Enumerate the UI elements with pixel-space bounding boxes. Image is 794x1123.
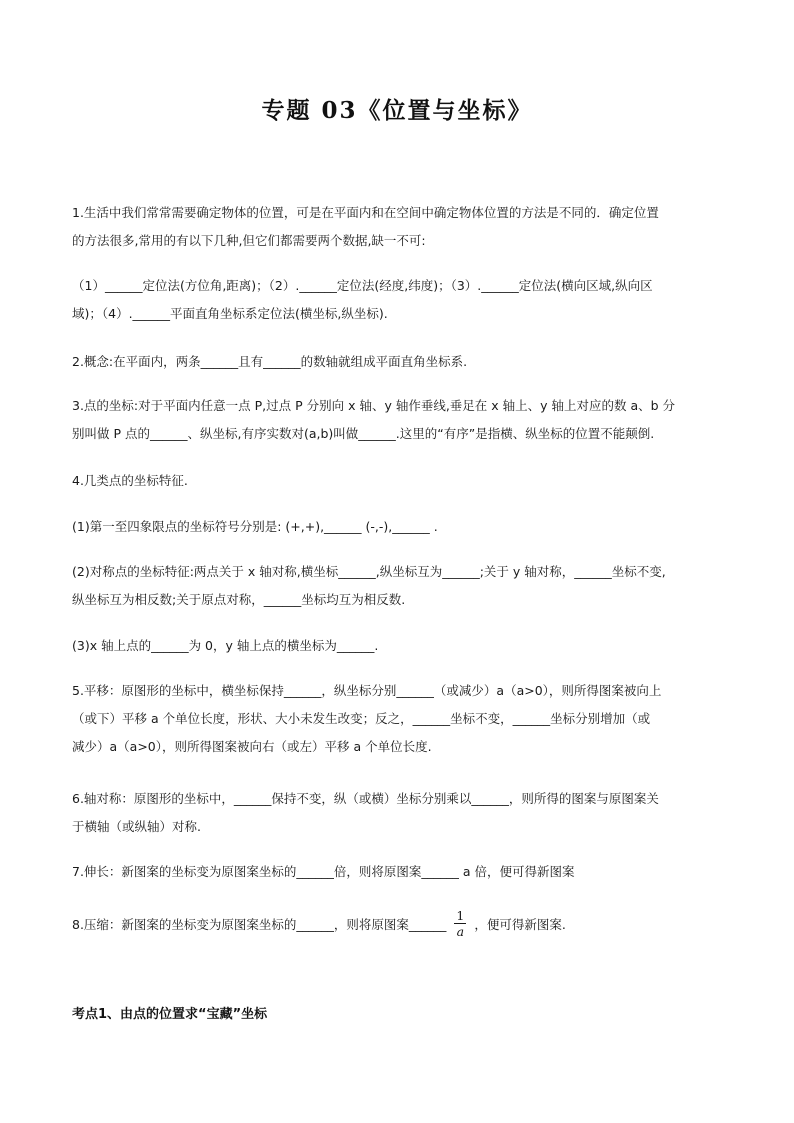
paragraph-compress — [72, 910, 722, 938]
compress-text-before: 8.压缩：新图案的坐标变为原图案坐标的______，则将原图案______ — [72, 917, 447, 932]
paragraph-axis-points — [72, 632, 722, 660]
paragraph-line: 别叫做 P 点的______、纵坐标,有序实数对(a,b)叫做______.这里的“有序”是指横、纵坐标的位置不能颠倒. — [72, 426, 655, 441]
paragraph-line: 域)；（4）.______平面直角坐标系定位法(横坐标,纵坐标). — [72, 306, 388, 321]
paragraph-line: （或下）平移 a 个单位长度，形状、大小未发生改变；反之，______坐标不变，______坐标分别增加（或 — [72, 711, 651, 726]
paragraph-line: 1.生活中我们常常需要确定物体的位置，可是在平面内和在空间中确定物体位置的方法是不同的．确定位置 — [72, 205, 659, 220]
paragraph-line — [72, 910, 722, 938]
paragraph-symmetry — [72, 558, 722, 614]
paragraph-line: 2.概念:在平面内，两条______且有______的数轴就组成平面直角坐标系. — [72, 354, 468, 369]
paragraph-line: (1)第一至四象限点的坐标符号分别是: (+,+),______ (-,-),______ . — [72, 519, 438, 534]
page-title: 专题 03《位置与坐标》 — [261, 97, 533, 124]
paragraph-point-features — [72, 467, 722, 495]
paragraph-translation — [72, 677, 722, 761]
paragraph-line: 4.几类点的坐标特征. — [72, 473, 188, 488]
paragraph-line: 的方法很多,常用的有以下几种,但它们都需要两个数据,缺一不可: — [72, 233, 426, 248]
paragraph-line: （1）______定位法(方位角,距离)；（2）.______定位法(经度,纬度)；（3）.______定位法(横向区域,纵向区 — [72, 278, 653, 293]
paragraph-1 — [72, 199, 722, 255]
section-heading: 考点1、由点的位置求“宝藏”坐标 — [72, 1007, 268, 1022]
paragraph-stretch — [72, 858, 722, 886]
paragraph-line: 6.轴对称：原图形的坐标中，______保持不变，纵（或横）坐标分别乘以______，则所得的图案与原图案关 — [72, 791, 659, 806]
paragraph-line: 纵坐标互为相反数;关于原点对称，______坐标均互为相反数. — [72, 592, 406, 607]
compress-text-after: ，便可得新图案. — [474, 917, 566, 932]
paragraph-axial-symmetry — [72, 785, 722, 841]
paragraph-line: (3)x 轴上点的______为 0，y 轴上点的横坐标为______. — [72, 638, 379, 653]
paragraph-line: 7.伸长：新图案的坐标变为原图案坐标的______倍，则将原图案______ a 倍，便可得新图案 — [72, 864, 575, 879]
paragraph-line: 3.点的坐标:对于平面内任意一点 P,过点 P 分别向 x 轴、y 轴作垂线,垂足在 x 轴上、y 轴上对应的数 a、b 分 — [72, 398, 676, 413]
paragraph-point-coordinates — [72, 392, 722, 448]
fraction-numerator: 1 — [456, 908, 465, 923]
fraction-one-over-a — [454, 908, 466, 939]
paragraph-line: 于横轴（或纵轴）对称. — [72, 819, 201, 834]
paragraph-concept — [72, 348, 722, 376]
paragraph-line: 减少）a（a>0），则所得图案被向右（或左）平移 a 个单位长度. — [72, 739, 432, 754]
paragraph-positioning-methods — [72, 272, 722, 328]
paragraph-line: 5.平移：原图形的坐标中，横坐标保持______，纵坐标分别______（或减少）a（a>0），则所得图案被向上 — [72, 683, 662, 698]
fraction-denominator: a — [456, 924, 465, 939]
paragraph-line: (2)对称点的坐标特征:两点关于 x 轴对称,横坐标______,纵坐标互为______;关于 y 轴对称，______坐标不变, — [72, 564, 666, 579]
paragraph-quadrant-signs — [72, 513, 722, 541]
